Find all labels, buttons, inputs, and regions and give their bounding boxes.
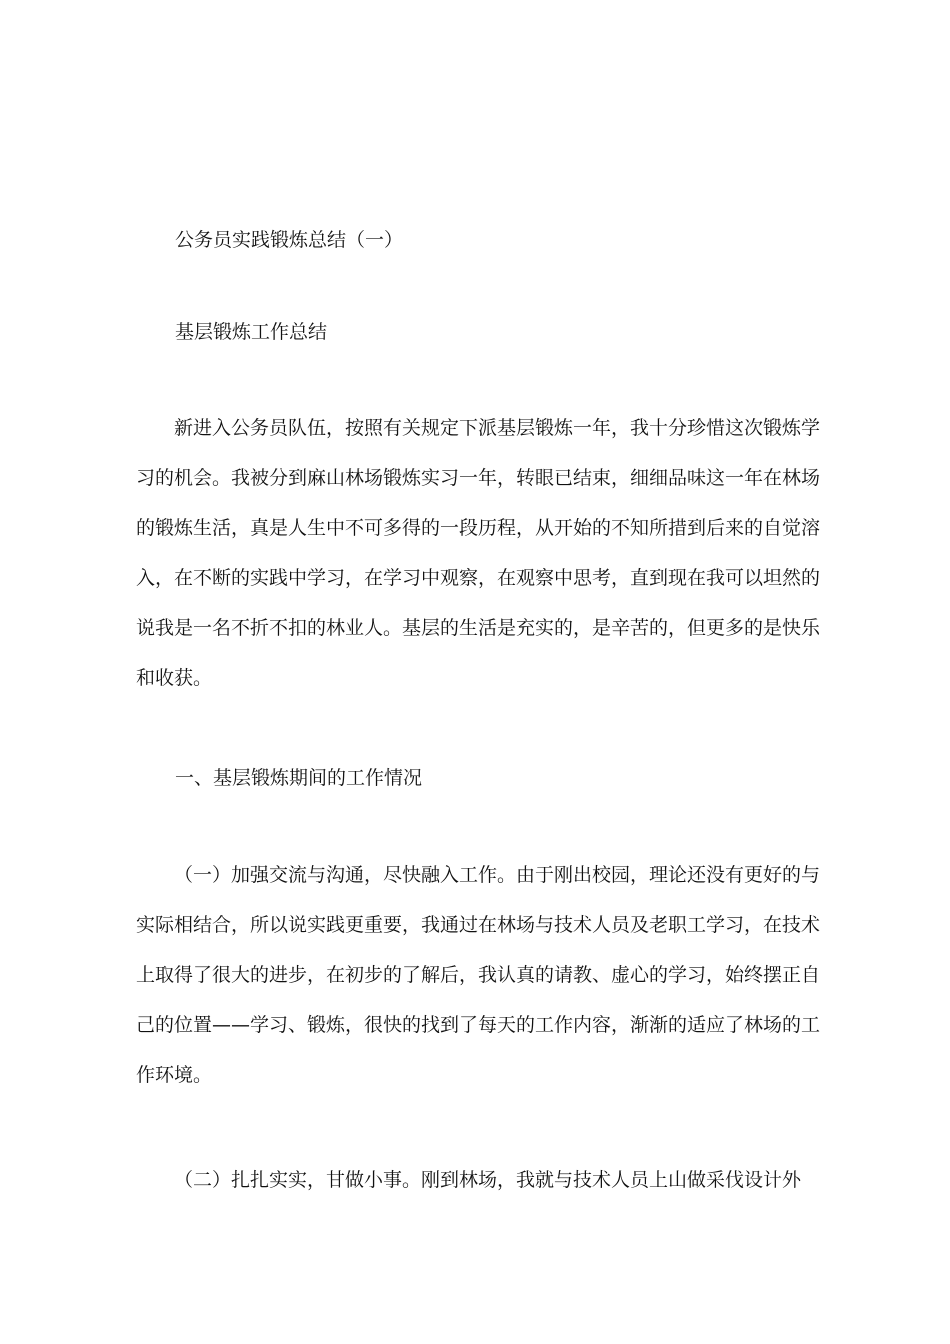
document-title: 公务员实践锻炼总结（一） [175,229,404,251]
item-paragraph-2: （二）扎扎实实，甘做小事。刚到林场，我就与技术人员上山做采伐设计外 [174,1169,802,1191]
item-paragraph-1: （一）加强交流与沟通，尽快融入工作。由于刚出校园，理论还没有更好的与实际相结合，所以说实践更重要，我通过在林场与技术人员及老职工学习，在技术上取得了很大的进步，在初步的了解后，我认真的请教、虚心的学习，始终摆正自己的位置——学习、锻炼，很快的找到了每天的工作内容，渐渐的适应了林场的工作环境。 [136,864,821,1086]
intro-paragraph: 新进入公务员队伍，按照有关规定下派基层锻炼一年，我十分珍惜这次锻炼学习的机会。我被分到麻山林场锻炼实习一年，转眼已结束，细细品味这一年在林场的锻炼生活，真是人生中不可多得的一段历程，从开始的不知所措到后来的自觉溶入，在不断的实践中学习，在学习中观察，在观察中思考，直到现在我可以坦然的说我是一名不折不扣的林业人。基层的生活是充实的，是辛苦的，但更多的是快乐和收获。 [136,417,821,689]
section-heading: 一、基层锻炼期间的工作情况 [175,767,423,789]
document-subtitle: 基层锻炼工作总结 [175,321,328,343]
